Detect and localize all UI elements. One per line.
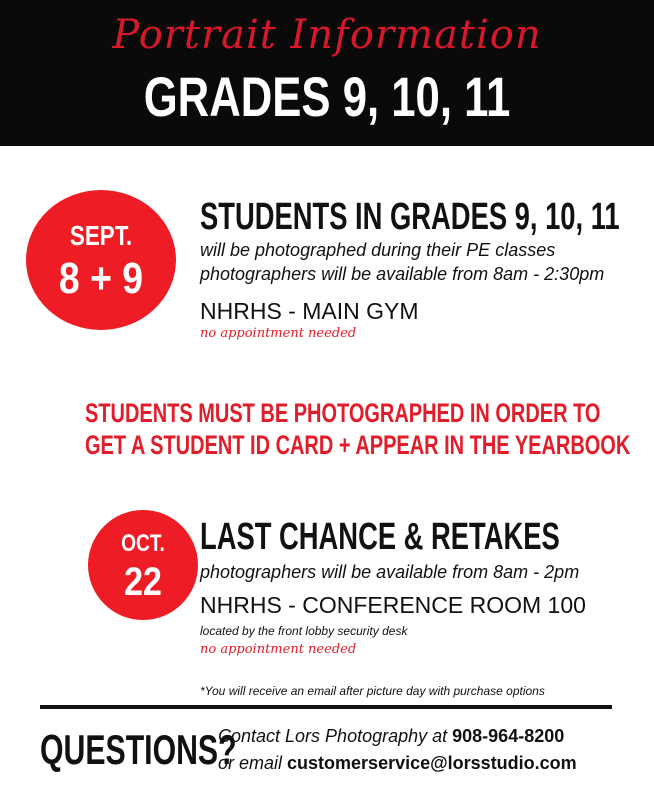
phone-number[interactable]: 908-964-8200: [452, 726, 565, 746]
questions-label: QUESTIONS?: [40, 726, 237, 773]
section1-heading: STUDENTS IN GRADES 9, 10, 11: [200, 196, 620, 238]
section2-sub: located by the front lobby security desk: [200, 624, 408, 638]
section2-line1: photographers will be available from 8am - 2pm: [200, 562, 580, 582]
divider: [40, 705, 612, 709]
contact-lead: Contact Lors Photography at: [218, 726, 453, 746]
date-badge-month: OCT.: [121, 530, 165, 557]
date-badge-oct: [88, 510, 198, 620]
grades-title: GRADES 9, 10, 11: [143, 65, 511, 128]
email-lead: or email: [218, 753, 288, 773]
section2-location: NHRHS - CONFERENCE ROOM 100: [200, 592, 586, 618]
contact-phone-line: [218, 726, 564, 747]
section1-location: NHRHS - MAIN GYM: [200, 298, 419, 324]
notice-line2: GET A STUDENT ID CARD + APPEAR IN THE YEARBOOK: [85, 430, 631, 460]
script-title: Portrait Information: [112, 12, 542, 58]
email-address[interactable]: customerservice@lorsstudio.com: [287, 753, 577, 773]
contact-email-line: [218, 753, 577, 774]
date-badge-day: 22: [124, 560, 162, 604]
date-badge-month: SEPT.: [69, 220, 133, 251]
date-badge-sept: [26, 190, 176, 330]
footnote: *You will receive an email after picture day with purchase options: [200, 684, 545, 698]
date-badge-days: 8 + 9: [58, 254, 144, 303]
section1-note: no appointment needed: [200, 326, 357, 341]
notice-line1: STUDENTS MUST BE PHOTOGRAPHED IN ORDER TO: [85, 398, 601, 428]
section1-line2: photographers will be available from 8am - 2:30pm: [200, 264, 605, 284]
section2-note: no appointment needed: [200, 642, 357, 657]
section2-heading: LAST CHANCE & RETAKES: [200, 516, 560, 558]
section1-line1: will be photographed during their PE classes: [200, 240, 556, 260]
header-banner: [0, 0, 654, 146]
